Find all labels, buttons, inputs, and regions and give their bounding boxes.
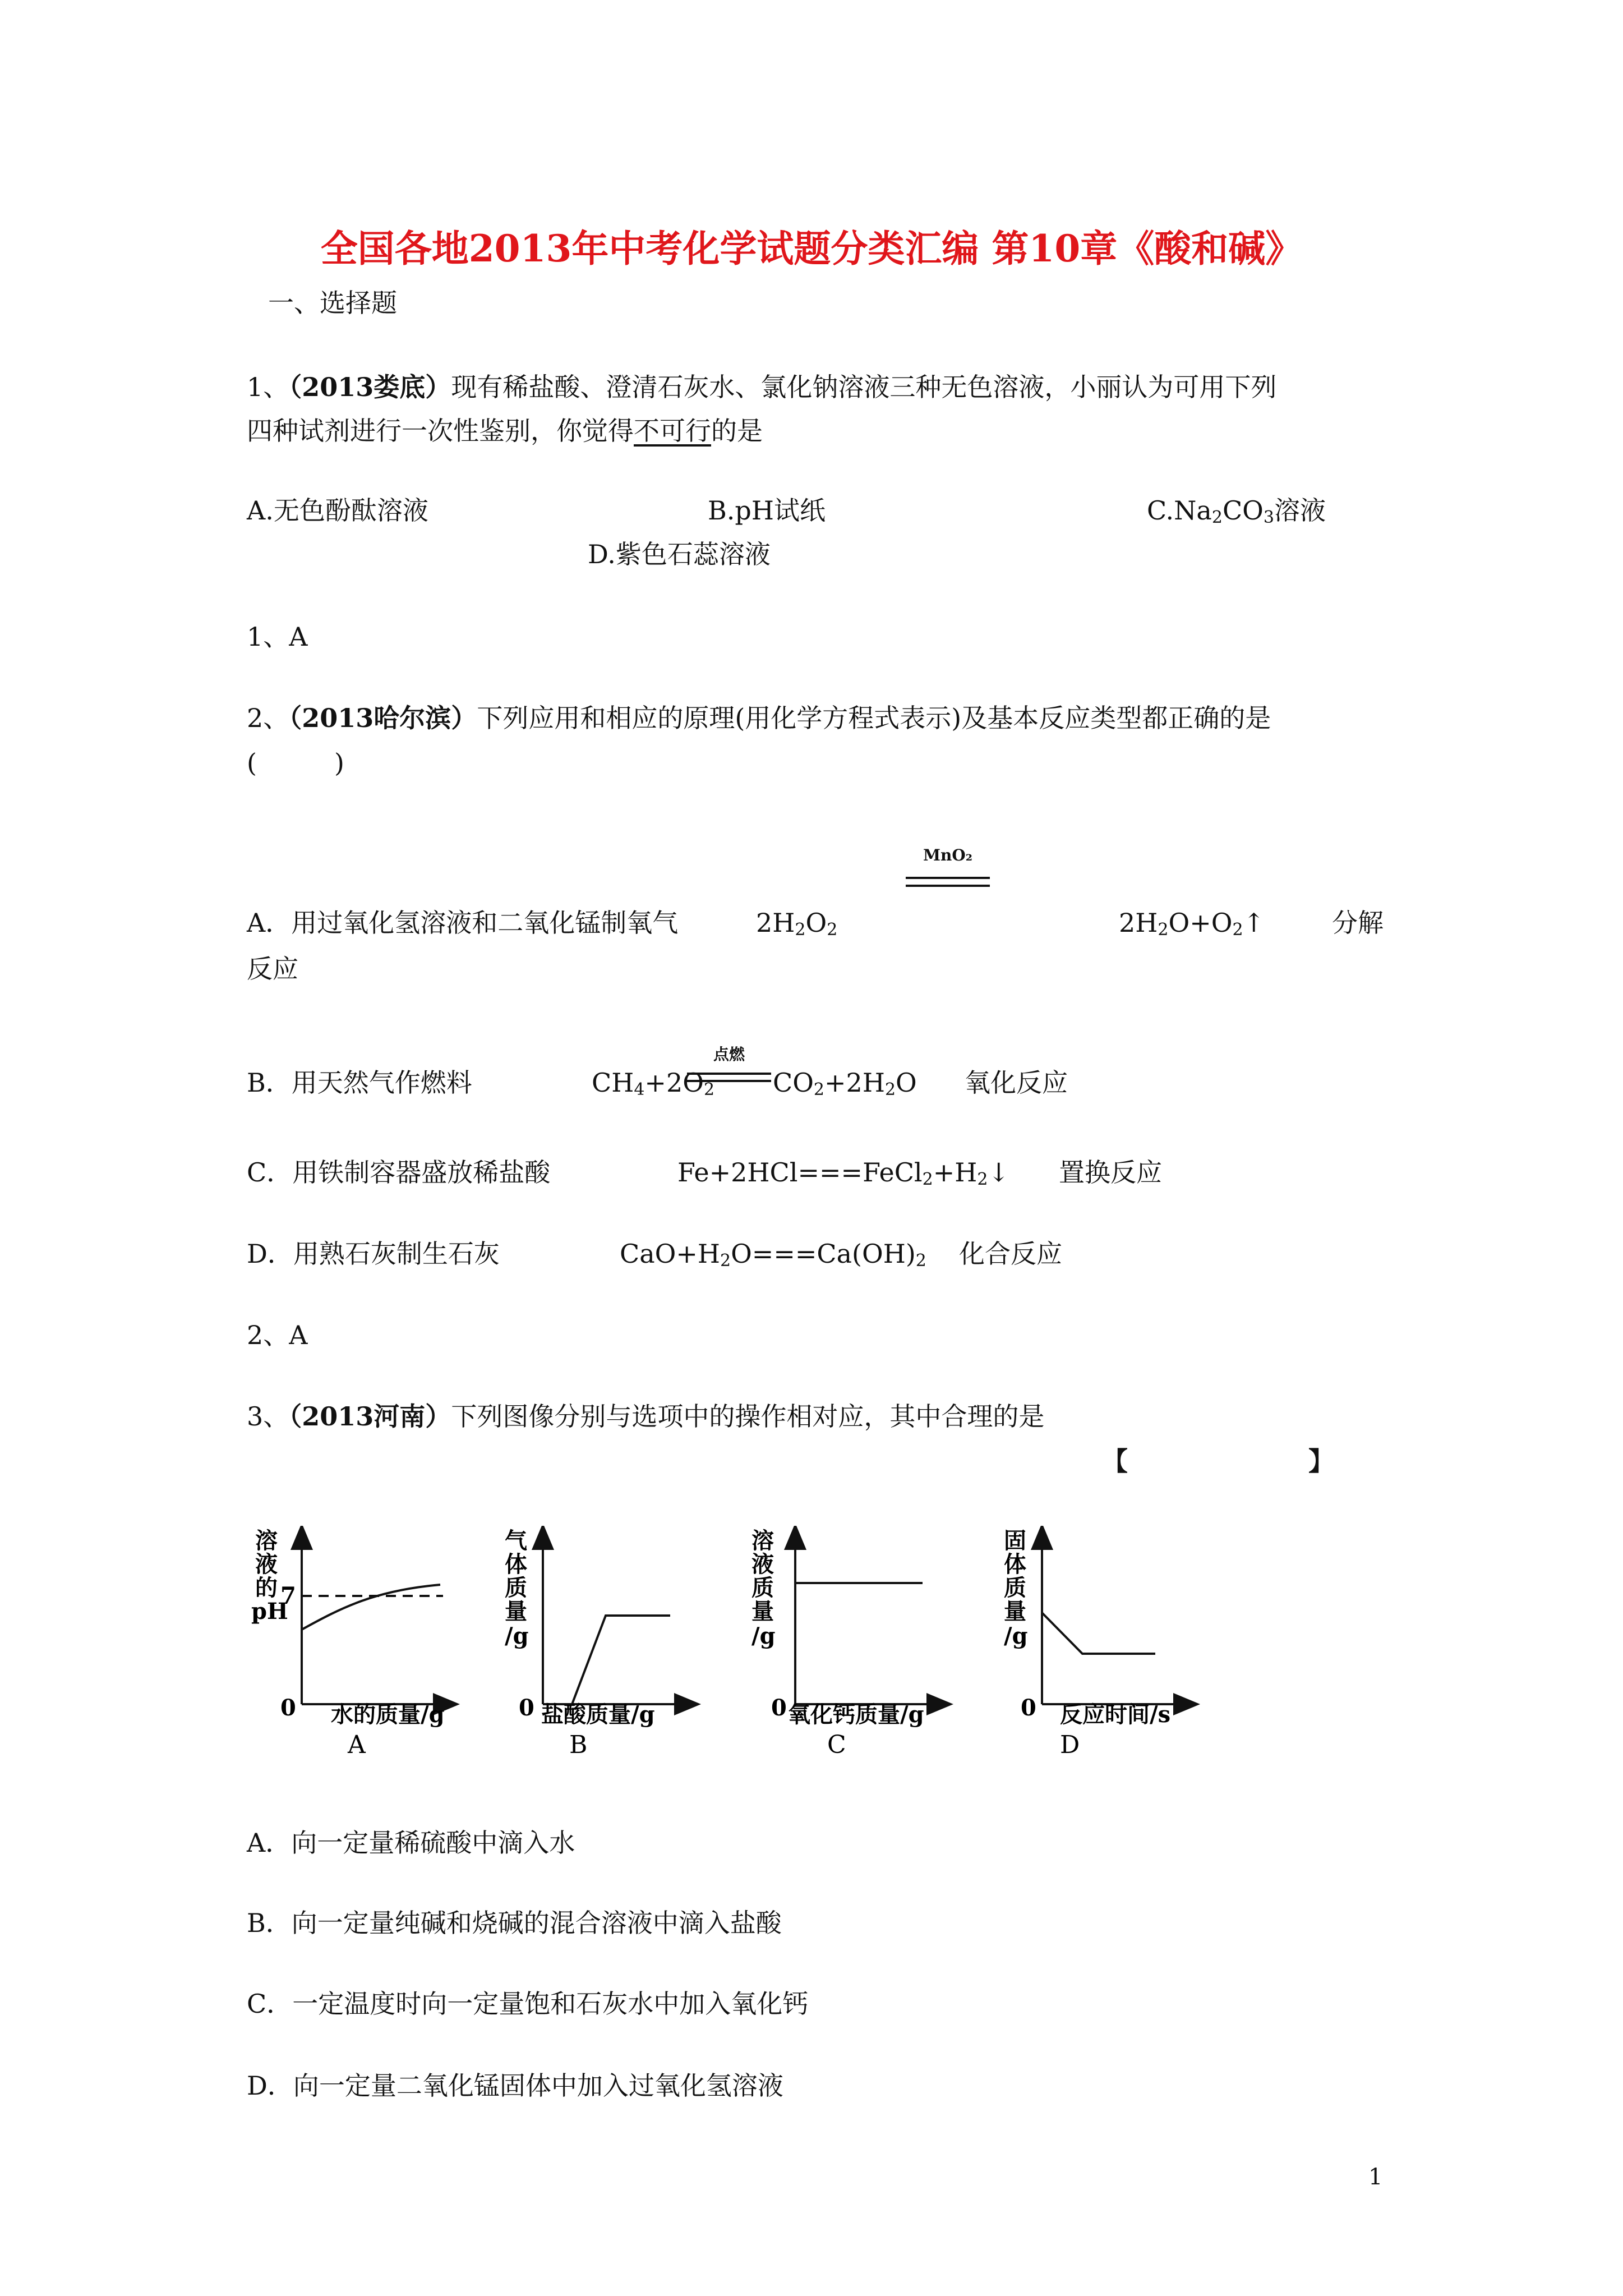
y-label-char: 质 [505,1575,527,1601]
x-axis-label: 反应时间/s [1060,1701,1171,1728]
option-c: $C.Na_2CO_3$溶液 [1147,495,1326,527]
question-3-line-1 [247,1400,1044,1433]
y-label-char: 量 [751,1598,774,1625]
y-label-char: 溶 [255,1527,278,1554]
graph-d [1004,1527,1189,1759]
origin-label: 0 [519,1695,534,1721]
graph-letter: B [569,1731,588,1759]
equation-left: $CH_4+2O_2$ [592,1068,715,1099]
option-b: B.pH试纸 [708,495,826,526]
equation-left: $2H_2O_2$ [756,908,838,940]
graph-panel [247,1526,1200,1767]
curve [302,1585,440,1630]
y-label-char: /g [505,1623,529,1649]
reaction-condition: MnO₂ [923,846,972,864]
x-axis-label: 盐酸质量/g [541,1701,655,1728]
graph-letter: D [1060,1731,1080,1759]
y-label-char: 质 [1004,1575,1026,1601]
y-label-char: 液 [751,1551,774,1577]
option-3c: C．一定温度时向一定量饱和石灰水中加入氧化钙 [247,1989,809,2019]
answer-paren: ( ) [247,748,344,778]
option-d: D.紫色石蕊溶液 [588,539,771,569]
answer-bracket: 【 】 [1102,1446,1334,1476]
curve [1042,1613,1155,1654]
question-2-line-1 [247,701,1271,735]
graph-c [751,1527,942,1759]
graph-letter: C [827,1731,846,1759]
option-a: A.无色酚酞溶液 [247,495,428,526]
y-tick-label: 7 [280,1582,296,1609]
question-text: 下列图像分别与选项中的操作相对应，其中合理的是 [451,1401,1045,1432]
question-1-line-1 [247,370,1276,404]
answer-2: 2、A [247,1320,308,1350]
question-number: 3、 [247,1401,289,1432]
y-label-char: 体 [1004,1551,1026,1577]
graph-b [505,1527,690,1759]
equals-line-top [906,877,990,879]
reaction-type: 化合反应 [959,1239,1062,1269]
question-text: 四种试剂进行一次性鉴别，你觉得 [247,416,634,446]
option-3b: B．向一定量纯碱和烧碱的混合溶液中滴入盐酸 [247,1908,782,1938]
equation-right: $2H_2O+O_2↑$ [1119,908,1265,940]
reaction-type-cont: 反应 [247,954,298,984]
option-2d-label: D．用熟石灰制生石灰 [247,1239,500,1269]
y-label-char: 体 [505,1551,527,1577]
reaction-type: 分解 [1332,908,1384,938]
question-1-line-2 [247,414,763,448]
question-text: 现有稀盐酸、澄清石灰水、氯化钠溶液三种无色溶液，小丽认为可用下列 [451,372,1277,402]
graph-letter: A [348,1731,366,1759]
x-axis-label: 水的质量/g [331,1701,445,1728]
y-label-char: /g [751,1623,776,1649]
reaction-type: 氧化反应 [965,1068,1068,1098]
question-source: （2013娄底） [289,372,451,402]
equation: $Fe+2HCl===FeCl_2+H_2↓$ [677,1157,1010,1189]
question-source: （2013河南） [289,1401,451,1432]
y-label-char: 量 [1004,1598,1026,1625]
equals-line-bottom [906,885,990,887]
y-label-char: 量 [505,1598,527,1625]
option-3d: D．向一定量二氧化锰固体中加入过氧化氢溶液 [247,2070,783,2101]
question-source: （2013哈尔滨） [289,703,477,733]
y-label-char: 固 [1004,1527,1026,1554]
answer-1: 1、A [247,622,308,652]
page-number: 1 [1368,2164,1383,2190]
option-2a-label: A．用过氧化氢溶液和二氧化锰制氧气 [247,908,679,938]
option-2c-label: C．用铁制容器盛放稀盐酸 [247,1157,551,1188]
y-label-char: 的 [255,1575,278,1601]
y-label-char: 质 [751,1575,774,1601]
question-text: 下列应用和相应的原理(用化学方程式表示)及基本反应类型都正确的是 [477,703,1271,733]
origin-label: 0 [280,1695,296,1721]
reaction-type: 置换反应 [1059,1157,1162,1188]
y-label-char: /g [1004,1623,1028,1649]
question-text: 的是 [711,416,763,446]
y-label-char: pH [251,1598,288,1625]
reaction-condition: 点燃 [713,1045,745,1064]
equation: $CaO+H_2O===Ca(OH)_2$ [620,1239,926,1271]
origin-label: 0 [1021,1695,1036,1721]
x-axis-label: 氧化钙质量/g [788,1701,924,1728]
origin-label: 0 [771,1695,787,1721]
option-3a: A．向一定量稀硫酸中滴入水 [247,1828,575,1858]
page-title: 全国各地2013年中考化学试题分类汇编 第10章《酸和碱》 [320,227,1303,270]
y-label-char: 气 [505,1527,527,1554]
equation-right: $CO_2+2H_2O$ [773,1068,917,1099]
y-label-char: 溶 [751,1527,774,1554]
underlined-text: 不可行 [634,416,711,446]
y-label-char: 液 [255,1551,278,1577]
curve [572,1616,670,1704]
graph-a [251,1527,449,1759]
option-2b-label: B．用天然气作燃料 [247,1068,472,1098]
question-number: 2、 [247,703,289,733]
section-heading: 一、选择题 [268,288,397,318]
question-number: 1、 [247,372,289,402]
